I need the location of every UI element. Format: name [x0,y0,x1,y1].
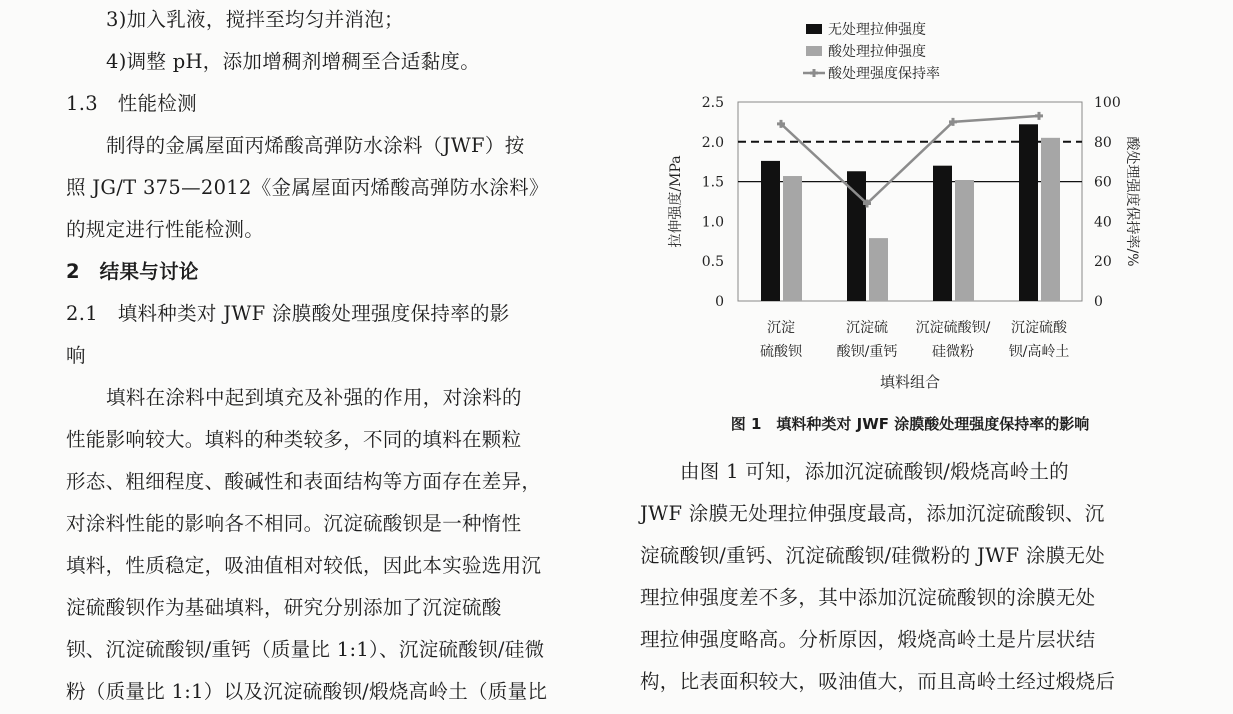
paragraph-line: 形态、粗细程度、酸碱性和表面结构等方面存在差异， [66,470,542,493]
x-tick-label: 硅微粉 [932,344,974,360]
paragraph-line: 性能影响较大。填料的种类较多，不同的填料在颗粒 [66,428,522,451]
bar-acid-treated [955,180,974,301]
paragraph-line: 淀硫酸钡作为基础填料，研究分别添加了沉淀硫酸 [66,596,502,619]
y2-tick-label: 40 [1094,214,1112,231]
x-tick-label: 沉淀 [767,320,795,336]
y2-tick-label: 60 [1094,174,1112,191]
legend-label: 酸处理拉伸强度 [828,44,926,60]
paragraph-line: 制得的金属屋面丙烯酸高弹防水涂料（JWF）按 [106,134,525,157]
legend-swatch [806,24,822,34]
section-2-heading: 2 结果与讨论 [66,260,199,283]
legend-label: 无处理拉伸强度 [828,22,926,38]
y-tick-label: 1.0 [701,214,724,231]
paragraph-line: 构，比表面积较大，吸油值大，而且高岭土经过煅烧后 [640,670,1116,693]
bar-untreated [761,161,780,301]
bar-acid-treated [1041,138,1060,301]
bar-untreated [847,171,866,301]
y2-tick-label: 100 [1094,95,1121,111]
legend-marker [810,69,818,77]
section-2-1-heading-cont: 响 [66,344,86,367]
paragraph-line: 照 JG/T 375—2012《金属屋面丙烯酸高弹防水涂料》 [66,176,549,199]
figure-caption: 图 1 填料种类对 JWF 涂膜酸处理强度保持率的影响 [730,415,1090,433]
step-4-text: 4)调整 pH，添加增稠剂增稠至合适黏度。 [106,50,481,73]
y-tick-label: 2.0 [701,134,724,151]
bar-acid-treated [783,176,802,301]
paragraph-line: 的规定进行性能检测。 [66,218,265,241]
y-tick-label: 2.5 [701,95,724,111]
y-tick-label: 0.5 [701,254,724,271]
paragraph-line: 由图 1 可知，添加沉淀硫酸钡/煅烧高岭土的 [680,460,1069,483]
section-2-1-heading: 2.1 填料种类对 JWF 涂膜酸处理强度保持率的影 [66,302,510,325]
bar-untreated [1019,124,1038,301]
legend-label: 酸处理强度保持率 [828,66,940,82]
paragraph-line: 理拉伸强度略高。分析原因，煅烧高岭土是片层状结 [640,628,1096,651]
figure-1-chart [640,12,1180,402]
x-tick-label: 沉淀硫酸钡/ [915,320,991,336]
y2-axis-title: 酸处理强度保持率/% [1124,136,1140,267]
y2-tick-label: 0 [1094,294,1103,310]
paragraph-line: JWF 涂膜无处理拉伸强度最高，添加沉淀硫酸钡、沉 [640,502,1105,525]
y-axis-title: 拉伸强度/MPa [668,155,684,248]
x-tick-label: 沉淀硫酸 [1011,320,1067,336]
x-tick-label: 沉淀硫 [846,320,888,336]
legend-swatch [806,46,822,56]
y-tick-label: 0 [715,294,724,310]
x-tick-label: 钡/高岭土 [1008,344,1070,360]
y2-tick-label: 80 [1094,134,1112,151]
paragraph-line: 钡、沉淀硫酸钡/重钙（质量比 1:1）、沉淀硫酸钡/硅微 [66,638,545,661]
bar-acid-treated [869,238,888,301]
y2-tick-label: 20 [1094,254,1112,271]
paragraph-line: 填料，性质稳定，吸油值相对较低，因此本实验选用沉 [66,554,542,577]
retention-rate-line [781,116,1039,204]
x-axis-title: 填料组合 [879,373,941,391]
y-tick-label: 1.5 [701,174,724,191]
retention-rate-marker [1035,112,1043,120]
bar-untreated [933,166,952,301]
paragraph-line: 对涂料性能的影响各不相同。沉淀硫酸钡是一种惰性 [66,512,522,535]
step-3-text: 3)加入乳液，搅拌至均匀并消泡； [106,8,404,31]
x-tick-label: 酸钡/重钙 [836,344,898,360]
section-1-3-heading: 1.3 性能检测 [66,92,197,115]
paragraph-line: 粉（质量比 1:1）以及沉淀硫酸钡/煅烧高岭土（质量比 [66,680,548,703]
paragraph-line: 填料在涂料中起到填充及补强的作用，对涂料的 [106,386,522,409]
paragraph-line: 理拉伸强度差不多，其中添加沉淀硫酸钡的涂膜无处 [640,586,1096,609]
paragraph-line: 淀硫酸钡/重钙、沉淀硫酸钡/硅微粉的 JWF 涂膜无处 [640,544,1106,567]
x-tick-label: 硫酸钡 [760,344,802,360]
